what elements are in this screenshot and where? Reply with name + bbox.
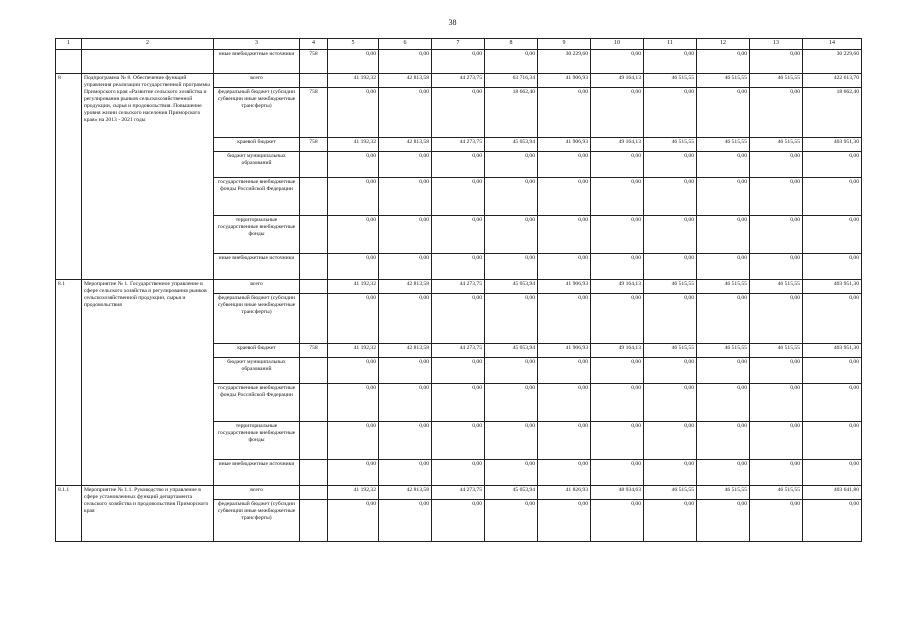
amount-cell: 0,00 <box>538 178 591 216</box>
amount-cell: 0,00 <box>644 358 697 384</box>
amount-cell: 0,00 <box>485 500 538 542</box>
amount-cell: 46 515,55 <box>697 138 750 152</box>
amount-cell: 403 951,30 <box>803 138 862 152</box>
amount-cell: 42 813,58 <box>379 344 432 358</box>
amount-cell: 42 813,58 <box>379 74 432 88</box>
amount-cell: 0,00 <box>432 500 485 542</box>
grbs-code <box>300 280 328 294</box>
amount-cell: 0,00 <box>644 178 697 216</box>
amount-cell: 0,00 <box>697 254 750 280</box>
column-number: 10 <box>591 39 644 50</box>
grbs-code <box>300 294 328 344</box>
funding-source: всего <box>214 280 300 294</box>
amount-cell: 46 515,55 <box>697 280 750 294</box>
amount-cell: 0,00 <box>591 50 644 74</box>
funding-source: иные внебюджетные источники <box>214 460 300 486</box>
amount-cell: 422 613,70 <box>803 74 862 88</box>
amount-cell: 0,00 <box>591 460 644 486</box>
amount-cell: 0,00 <box>750 500 803 542</box>
amount-cell: 44 273,75 <box>432 74 485 88</box>
column-number: 13 <box>750 39 803 50</box>
grbs-code <box>300 254 328 280</box>
amount-cell: 0,00 <box>538 254 591 280</box>
column-number: 8 <box>485 39 538 50</box>
amount-cell: 0,00 <box>750 254 803 280</box>
amount-cell: 45 053,94 <box>485 344 538 358</box>
program-name: Мероприятие № 1.1. Руководство и управление в сфере установленных функций департамента сельского хозяйства и продовольствия Приморского края <box>82 486 214 542</box>
amount-cell: 0,00 <box>591 216 644 254</box>
grbs-code: 758 <box>300 88 328 138</box>
grbs-code <box>300 460 328 486</box>
amount-cell: 0,00 <box>379 254 432 280</box>
row-code: 8.1 <box>56 280 82 486</box>
row-code: 8 <box>56 74 82 280</box>
amount-cell: 0,00 <box>591 178 644 216</box>
amount-cell: 0,00 <box>644 384 697 422</box>
program-name: Мероприятие № 1. Государственное управление в сфере сельского хозяйства и регулирования рынков сельскохозяйственной продукции, сырья и продовольствия <box>82 280 214 486</box>
page-number: 38 <box>448 18 457 27</box>
amount-cell: 0,00 <box>485 254 538 280</box>
amount-cell: 0,00 <box>538 422 591 460</box>
grbs-code: 758 <box>300 138 328 152</box>
amount-cell: 0,00 <box>379 422 432 460</box>
grbs-code: 758 <box>300 50 328 74</box>
amount-cell: 0,00 <box>591 358 644 384</box>
column-number: 9 <box>538 39 591 50</box>
amount-cell: 0,00 <box>750 358 803 384</box>
amount-cell: 49 164,13 <box>591 344 644 358</box>
funding-source: государственные внебюджетные фонды Российской Федерации <box>214 384 300 422</box>
amount-cell: 0,00 <box>644 460 697 486</box>
amount-cell: 0,00 <box>432 88 485 138</box>
amount-cell: 0,00 <box>591 294 644 344</box>
amount-cell: 0,00 <box>379 152 432 178</box>
amount-cell: 46 515,55 <box>697 344 750 358</box>
amount-cell: 0,00 <box>697 50 750 74</box>
amount-cell: 0,00 <box>485 152 538 178</box>
grbs-code <box>300 486 328 500</box>
amount-cell: 41 192,32 <box>328 138 379 152</box>
program-name: Подпрограмма № 8. Обеспечение функций управления реализации государственной программы Приморского края «Развитие сельского хозяйства и регулирования рынков сельскохозяйственной продукции, сырья и продовольствия. Повышение уровня жизни сельского населения Приморского края» на 2013 - 2021 годы <box>82 74 214 280</box>
amount-cell: 0,00 <box>591 500 644 542</box>
amount-cell: 0,00 <box>538 88 591 138</box>
amount-cell: 41 192,32 <box>328 280 379 294</box>
amount-cell: 46 515,55 <box>644 486 697 500</box>
amount-cell: 41 192,32 <box>328 344 379 358</box>
amount-cell: 0,00 <box>591 152 644 178</box>
amount-cell: 0,00 <box>697 216 750 254</box>
amount-cell: 41 906,93 <box>538 344 591 358</box>
amount-cell: 0,00 <box>644 88 697 138</box>
amount-cell: 0,00 <box>697 384 750 422</box>
amount-cell: 0,00 <box>644 152 697 178</box>
amount-cell: 0,00 <box>485 178 538 216</box>
column-number: 11 <box>644 39 697 50</box>
amount-cell: 30 229,60 <box>538 50 591 74</box>
amount-cell: 0,00 <box>697 88 750 138</box>
amount-cell: 0,00 <box>432 294 485 344</box>
row-code <box>56 50 82 74</box>
amount-cell: 0,00 <box>328 50 379 74</box>
amount-cell: 0,00 <box>379 178 432 216</box>
amount-cell: 41 906,93 <box>538 280 591 294</box>
column-number: 6 <box>379 39 432 50</box>
amount-cell: 0,00 <box>432 178 485 216</box>
amount-cell: 0,00 <box>538 460 591 486</box>
amount-cell: 0,00 <box>750 384 803 422</box>
amount-cell: 46 515,55 <box>644 74 697 88</box>
amount-cell: 0,00 <box>432 384 485 422</box>
amount-cell: 0,00 <box>379 88 432 138</box>
table-row <box>56 74 862 88</box>
amount-cell: 0,00 <box>644 500 697 542</box>
column-number: 4 <box>300 39 328 50</box>
amount-cell: 45 053,94 <box>485 280 538 294</box>
amount-cell: 42 813,58 <box>379 486 432 500</box>
table-row <box>56 50 862 74</box>
amount-cell: 0,00 <box>803 152 862 178</box>
amount-cell: 0,00 <box>803 422 862 460</box>
amount-cell: 0,00 <box>803 294 862 344</box>
amount-cell: 49 164,13 <box>591 280 644 294</box>
amount-cell: 0,00 <box>644 294 697 344</box>
row-code: 8.1.1 <box>56 486 82 542</box>
amount-cell: 0,00 <box>591 422 644 460</box>
amount-cell: 0,00 <box>432 216 485 254</box>
grbs-code <box>300 74 328 88</box>
amount-cell: 41 192,32 <box>328 486 379 500</box>
amount-cell: 0,00 <box>328 294 379 344</box>
amount-cell: 44 273,75 <box>432 138 485 152</box>
column-number: 5 <box>328 39 379 50</box>
amount-cell: 46 515,55 <box>697 74 750 88</box>
funding-source: государственные внебюджетные фонды Российской Федерации <box>214 178 300 216</box>
amount-cell: 44 273,75 <box>432 280 485 294</box>
amount-cell: 0,00 <box>328 152 379 178</box>
amount-cell: 0,00 <box>538 500 591 542</box>
grbs-code <box>300 152 328 178</box>
amount-cell: 0,00 <box>697 460 750 486</box>
amount-cell: 0,00 <box>538 152 591 178</box>
amount-cell: 0,00 <box>750 178 803 216</box>
amount-cell: 0,00 <box>328 422 379 460</box>
amount-cell: 0,00 <box>697 294 750 344</box>
grbs-code: 758 <box>300 344 328 358</box>
amount-cell: 0,00 <box>803 254 862 280</box>
amount-cell: 0,00 <box>750 422 803 460</box>
amount-cell: 41 906,93 <box>538 138 591 152</box>
amount-cell: 44 273,75 <box>432 486 485 500</box>
amount-cell: 0,00 <box>538 384 591 422</box>
funding-source: краевой бюджет <box>214 344 300 358</box>
amount-cell: 46 515,55 <box>750 280 803 294</box>
amount-cell: 0,00 <box>379 500 432 542</box>
amount-cell: 46 515,55 <box>750 344 803 358</box>
amount-cell: 46 515,55 <box>750 138 803 152</box>
amount-cell: 0,00 <box>432 358 485 384</box>
amount-cell: 0,00 <box>803 384 862 422</box>
amount-cell: 0,00 <box>485 422 538 460</box>
amount-cell: 0,00 <box>328 216 379 254</box>
amount-cell: 0,00 <box>328 460 379 486</box>
amount-cell: 0,00 <box>697 422 750 460</box>
column-number: 12 <box>697 39 750 50</box>
amount-cell: 18 662,40 <box>803 88 862 138</box>
grbs-code <box>300 422 328 460</box>
amount-cell: 0,00 <box>591 88 644 138</box>
amount-cell: 0,00 <box>485 294 538 344</box>
amount-cell: 0,00 <box>750 460 803 486</box>
amount-cell: 0,00 <box>328 358 379 384</box>
amount-cell: 0,00 <box>432 460 485 486</box>
column-number: 1 <box>56 39 82 50</box>
amount-cell: 0,00 <box>432 152 485 178</box>
amount-cell: 30 229,60 <box>803 50 862 74</box>
amount-cell: 46 515,55 <box>644 138 697 152</box>
table-row <box>56 486 862 500</box>
funding-source: федеральный бюджет (субсидии субвенции иные межбюджетные трансферты) <box>214 294 300 344</box>
amount-cell: 0,00 <box>644 422 697 460</box>
funding-source: территориальные государственные внебюджетные фонды <box>214 422 300 460</box>
amount-cell: 403 641,80 <box>803 486 862 500</box>
grbs-code <box>300 358 328 384</box>
amount-cell: 0,00 <box>697 358 750 384</box>
funding-source: территориальные государственные внебюджетные фонды <box>214 216 300 254</box>
amount-cell: 0,00 <box>379 460 432 486</box>
column-number: 7 <box>432 39 485 50</box>
amount-cell: 0,00 <box>328 254 379 280</box>
funding-source: бюджет муниципальных образований <box>214 152 300 178</box>
amount-cell: 46 515,55 <box>697 486 750 500</box>
amount-cell: 0,00 <box>379 358 432 384</box>
amount-cell: 0,00 <box>803 500 862 542</box>
amount-cell: 46 515,55 <box>644 280 697 294</box>
amount-cell: 46 515,55 <box>750 486 803 500</box>
grbs-code <box>300 500 328 542</box>
amount-cell: 0,00 <box>644 50 697 74</box>
amount-cell: 42 813,58 <box>379 138 432 152</box>
funding-source: всего <box>214 486 300 500</box>
funding-source: федеральный бюджет (субсидии субвенции иные межбюджетные трансферты) <box>214 500 300 542</box>
amount-cell: 0,00 <box>591 254 644 280</box>
amount-cell: 0,00 <box>432 254 485 280</box>
amount-cell: 0,00 <box>750 216 803 254</box>
amount-cell: 0,00 <box>328 178 379 216</box>
amount-cell: 403 951,30 <box>803 280 862 294</box>
amount-cell: 45 053,94 <box>485 138 538 152</box>
amount-cell: 0,00 <box>379 50 432 74</box>
amount-cell: 49 164,13 <box>591 74 644 88</box>
amount-cell: 0,00 <box>485 358 538 384</box>
column-number: 14 <box>803 39 862 50</box>
amount-cell: 18 662,40 <box>485 88 538 138</box>
amount-cell: 0,00 <box>538 358 591 384</box>
amount-cell: 42 813,58 <box>379 280 432 294</box>
amount-cell: 0,00 <box>432 50 485 74</box>
amount-cell: 0,00 <box>379 384 432 422</box>
amount-cell: 403 951,30 <box>803 344 862 358</box>
column-number: 3 <box>214 39 300 50</box>
amount-cell: 0,00 <box>328 384 379 422</box>
amount-cell: 0,00 <box>697 178 750 216</box>
amount-cell: 0,00 <box>379 294 432 344</box>
amount-cell: 0,00 <box>538 294 591 344</box>
amount-cell: 46 515,55 <box>750 74 803 88</box>
amount-cell: 0,00 <box>697 152 750 178</box>
program-name <box>82 50 214 74</box>
amount-cell: 44 273,75 <box>432 344 485 358</box>
funding-source: федеральный бюджет (субсидии субвенции иные межбюджетные трансферты) <box>214 88 300 138</box>
amount-cell: 0,00 <box>432 422 485 460</box>
funding-source: иные внебюджетные источники <box>214 254 300 280</box>
amount-cell: 0,00 <box>485 384 538 422</box>
amount-cell: 0,00 <box>750 88 803 138</box>
grbs-code <box>300 216 328 254</box>
funding-source: всего <box>214 74 300 88</box>
funding-source: иные внебюджетные источники <box>214 50 300 74</box>
table-row <box>56 280 862 294</box>
amount-cell: 0,00 <box>803 178 862 216</box>
amount-cell: 0,00 <box>803 358 862 384</box>
budget-table <box>55 38 862 542</box>
funding-source: краевой бюджет <box>214 138 300 152</box>
amount-cell: 0,00 <box>328 500 379 542</box>
amount-cell: 0,00 <box>644 216 697 254</box>
amount-cell: 41 826,93 <box>538 486 591 500</box>
grbs-code <box>300 384 328 422</box>
amount-cell: 45 053,94 <box>485 486 538 500</box>
amount-cell: 0,00 <box>750 50 803 74</box>
funding-source: бюджет муниципальных образований <box>214 358 300 384</box>
amount-cell: 0,00 <box>538 216 591 254</box>
amount-cell: 0,00 <box>591 384 644 422</box>
column-number-row <box>56 39 862 50</box>
amount-cell: 0,00 <box>379 216 432 254</box>
amount-cell: 0,00 <box>750 152 803 178</box>
amount-cell: 0,00 <box>485 50 538 74</box>
amount-cell: 0,00 <box>485 460 538 486</box>
amount-cell: 41 906,93 <box>538 74 591 88</box>
amount-cell: 63 716,34 <box>485 74 538 88</box>
amount-cell: 46 515,55 <box>644 344 697 358</box>
amount-cell: 0,00 <box>644 254 697 280</box>
amount-cell: 0,00 <box>803 460 862 486</box>
amount-cell: 0,00 <box>750 294 803 344</box>
amount-cell: 41 192,32 <box>328 74 379 88</box>
amount-cell: 0,00 <box>485 216 538 254</box>
amount-cell: 48 934,63 <box>591 486 644 500</box>
amount-cell: 0,00 <box>803 216 862 254</box>
amount-cell: 0,00 <box>328 88 379 138</box>
column-number: 2 <box>82 39 214 50</box>
grbs-code <box>300 178 328 216</box>
amount-cell: 0,00 <box>697 500 750 542</box>
amount-cell: 49 164,13 <box>591 138 644 152</box>
